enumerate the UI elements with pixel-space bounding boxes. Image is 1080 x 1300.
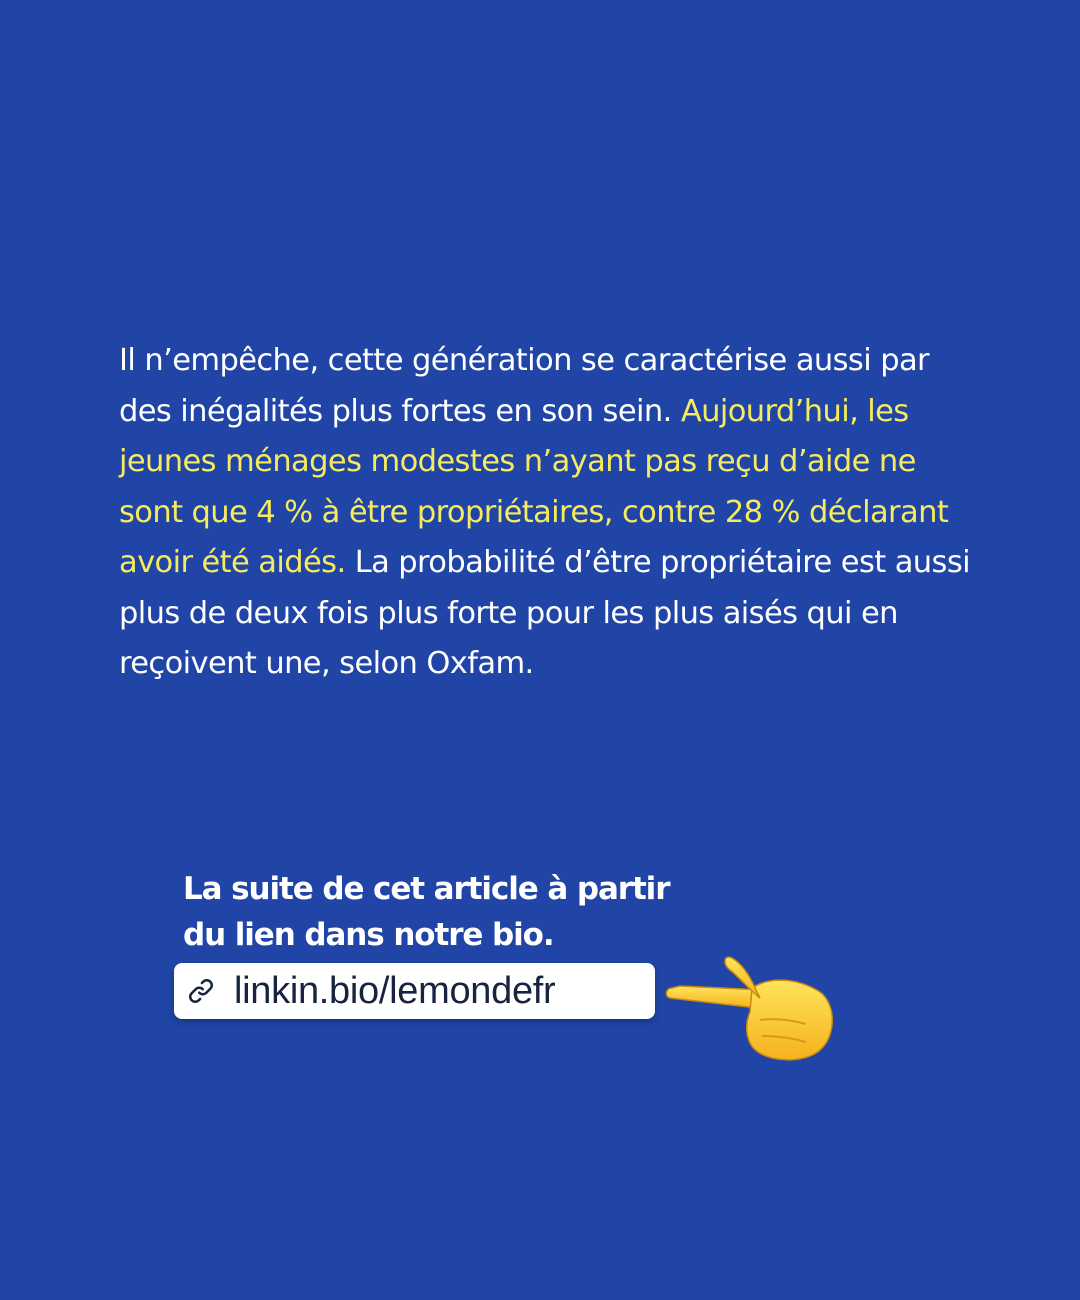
cta-line-1: La suite de cet article à partir — [183, 871, 670, 907]
article-paragraph — [119, 336, 979, 690]
article-outro: La probabilité d’être propriétaire est aussi plus de deux fois plus forte pour les plus aisés qui en reçoivent une, selon Oxfam. — [119, 545, 970, 681]
article-intro: Il n’empêche, cette génération se caractérise aussi par des inégalités plus fortes en son sein. — [119, 343, 929, 429]
link-url[interactable]: linkin.bio/lemondefr — [234, 970, 556, 1012]
cta-line-2: du lien dans notre bio. — [183, 917, 554, 953]
bio-link[interactable] — [174, 963, 655, 1019]
link-icon — [186, 976, 216, 1006]
article-highlight: Aujourd’hui, les jeunes ménages modestes n’ayant pas reçu d’aide ne sont que 4 % à être propriétaires, contre 28 % déclarant avoir été aidés. — [119, 393, 949, 580]
cta-text — [183, 866, 783, 958]
pointing-hand-icon — [660, 948, 840, 1068]
